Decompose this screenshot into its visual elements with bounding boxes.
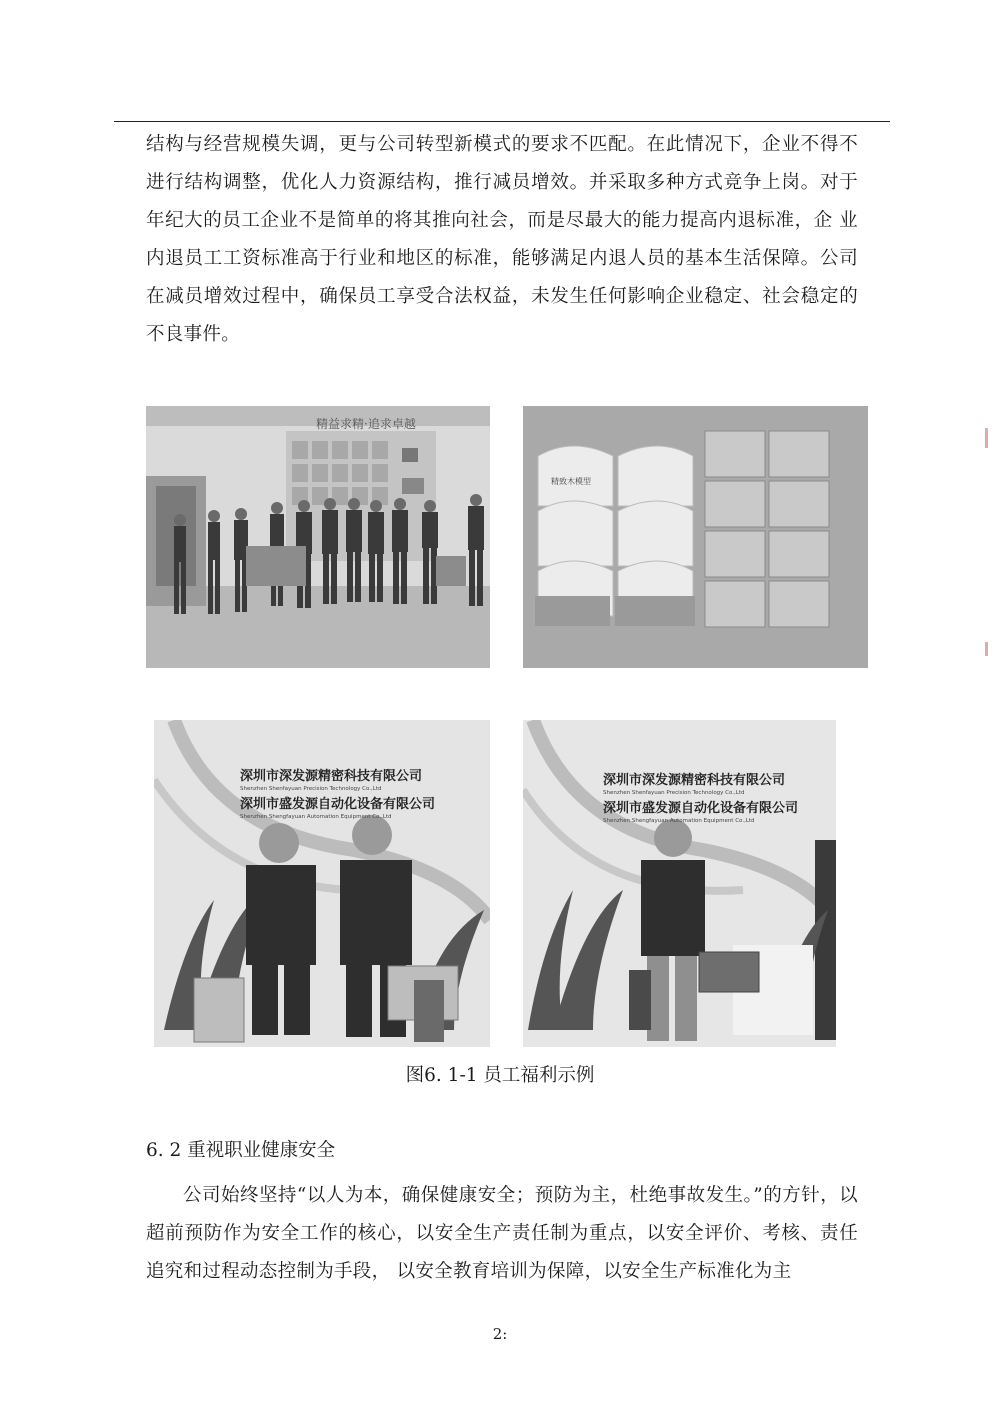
figure-caption: 图6. 1-1 员工福利示例 bbox=[405, 1065, 595, 1086]
section-heading: 6. 2 重视职业健康安全 bbox=[146, 1140, 336, 1161]
scan-edge-mark bbox=[985, 642, 988, 656]
sign-company-2: 深圳市盛发源自动化设备有限公司 bbox=[603, 801, 799, 816]
sign-company-1-en: Shenzhen Shenfayuan Precision Technology Co.,Ltd bbox=[240, 786, 382, 792]
sign-company-2-en: Shenzhen Shengfayuan Automation Equipment Co.,Ltd bbox=[240, 814, 392, 820]
header-rule bbox=[114, 121, 890, 122]
wall-slogan: 精益求精·追求卓越 bbox=[316, 417, 416, 431]
sign-company-1: 深圳市深发源精密科技有限公司 bbox=[603, 773, 786, 788]
photo-gift-boxes bbox=[523, 406, 868, 668]
scan-edge-mark bbox=[985, 428, 988, 448]
sign-company-2-en: Shenzhen Shengfayuan Automation Equipment Co.,Ltd bbox=[603, 818, 755, 824]
sign-company-1: 深圳市深发源精密科技有限公司 bbox=[240, 769, 423, 784]
photo-one-employee bbox=[523, 720, 836, 1047]
sign-company-2: 深圳市盛发源自动化设备有限公司 bbox=[240, 797, 436, 812]
box-label: 精致木模型 bbox=[551, 477, 591, 486]
body-paragraph: 结构与经营规模失调，更与公司转型新模式的要求不匹配。在此情况下，企业不得不进行结构调整，优化人力资源结构，推行减员增效。并采取多种方式竞争上岗。对于年纪大的员工企业不是简单的将其推向社会，而是尽最大的能力提高内退标准，企 业内退员工工资标准高于行业和地区的标准，能够满足内退人员的基本生活保障。公司在减员增效过程中，确保员工享受合法权益，未发生任何影响企业稳定、社会稳定的不良事件。 bbox=[146, 134, 858, 345]
sign-company-1-en: Shenzhen Shenfayuan Precision Technology Co.,Ltd bbox=[603, 790, 745, 796]
photo-two-employees bbox=[154, 720, 490, 1047]
page-number: 2: bbox=[492, 1325, 508, 1343]
photo-staff-queue bbox=[146, 406, 490, 668]
body-paragraph: 公司始终坚持“以人为本，确保健康安全；预防为主，杜绝事故发生。”的方针，以超前预防作为安全工作的核心，以安全生产责任制为重点，以安全评价、考核、责任追究和过程动态控制为手段， 以安全教育培训为保障，以安全生产标准化为主 bbox=[146, 1185, 858, 1282]
